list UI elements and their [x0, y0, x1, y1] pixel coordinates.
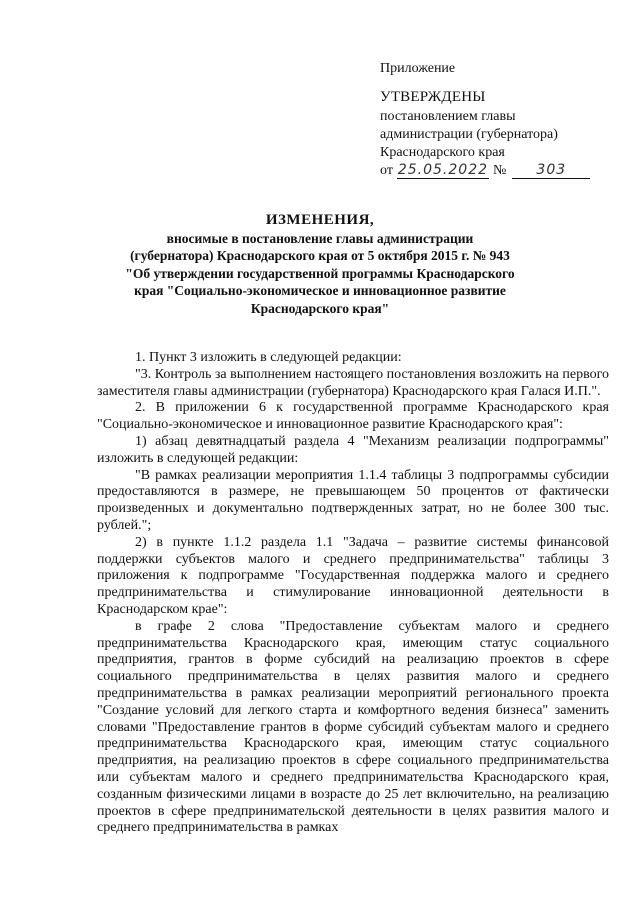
title-line: края "Социально-экономическое и инновационное развитие — [134, 283, 506, 298]
approved-heading: УТВЕРЖДЕНЫ — [380, 89, 486, 105]
document-body — [97, 350, 609, 837]
number-prefix: № — [492, 163, 507, 178]
handwritten-number: 303 — [512, 162, 590, 179]
title-line: (губернатора) Краснодарского края от 5 октября 2015 г. № 943 — [130, 248, 510, 263]
paragraph: 2) в пункте 1.1.2 раздела 1.1 "Задача – развитие системы финансовой поддержки субъектов малого и среднего предпринимательства" таблицы 3 приложения к подпрограмме "Государственная поддержка малого и среднего предпринимательства и стимулирование инновационной деятельности в Краснодарском крае": — [97, 534, 609, 617]
approval-stamp — [380, 60, 590, 180]
title-line: Краснодарского края" — [250, 300, 390, 316]
approval-line: постановлением главы — [380, 109, 516, 124]
title-line: "Об утверждении государственной программы Краснодарского — [125, 265, 515, 281]
appendix-label: Приложение — [380, 61, 456, 76]
paragraph: 2. В приложении 6 к государственной программе Краснодарского края "Социально-экономическое и инновационное развитие Краснодарского края": — [97, 400, 609, 433]
date-prefix: от — [380, 163, 393, 178]
title-line: вносимые в постановление главы администрации — [166, 230, 474, 246]
approval-line: администрации (губернатора) — [380, 127, 558, 142]
approval-line: Краснодарского края — [380, 145, 505, 160]
paragraph: "3. Контроль за выполнением настоящего постановления возложить на первого заместителя главы администрации (губернатора) Краснодарского края Галася И.П.". — [97, 366, 609, 399]
paragraph: в графе 2 слова "Предоставление субъектам малого и среднего предпринимательства Краснодарского края, имеющим статус социального предприятия, грантов в форме субсидий на реализацию проектов в сфере социального предпринимательства в целях развития малого и среднего предпринимательства в рамках реализации мероприятий регионального проекта "Создание условий для легкого старта и комфортного ведения бизнеса" заменить словами "Предоставление грантов в форме субсидий субъектам малого и среднего предпринимательства Краснодарского края, имеющим статус социального предприятия, на реализацию проектов в сфере социального предпринимательства или субъектам малого и среднего предпринимательства Краснодарского края, созданным физическими лицами в возрасте до 25 лет включительно, на реализацию проектов в сфере предпринимательской деятельности в целях развития малого и среднего предпринимательства в рамках — [97, 618, 609, 836]
handwritten-date: 25.05.2022 — [397, 162, 489, 178]
title-main: ИЗМЕНЕНИЯ, — [265, 212, 375, 228]
date-number-line — [380, 162, 590, 180]
paragraph: 1. Пункт 3 изложить в следующей редакции: — [135, 350, 402, 365]
document-title — [100, 212, 540, 317]
paragraph: 1) абзац девятнадцатый раздела 4 "Механизм реализации подпрограммы" изложить в следующей редакции: — [97, 433, 609, 466]
paragraph: "В рамках реализации мероприятия 1.1.4 таблицы 3 подпрограммы субсидии предоставляются в размере, не превышающем 50 процентов от фактически произведенных и документально подтвержденных затрат, но не более 300 тыс. рублей."; — [97, 467, 609, 533]
